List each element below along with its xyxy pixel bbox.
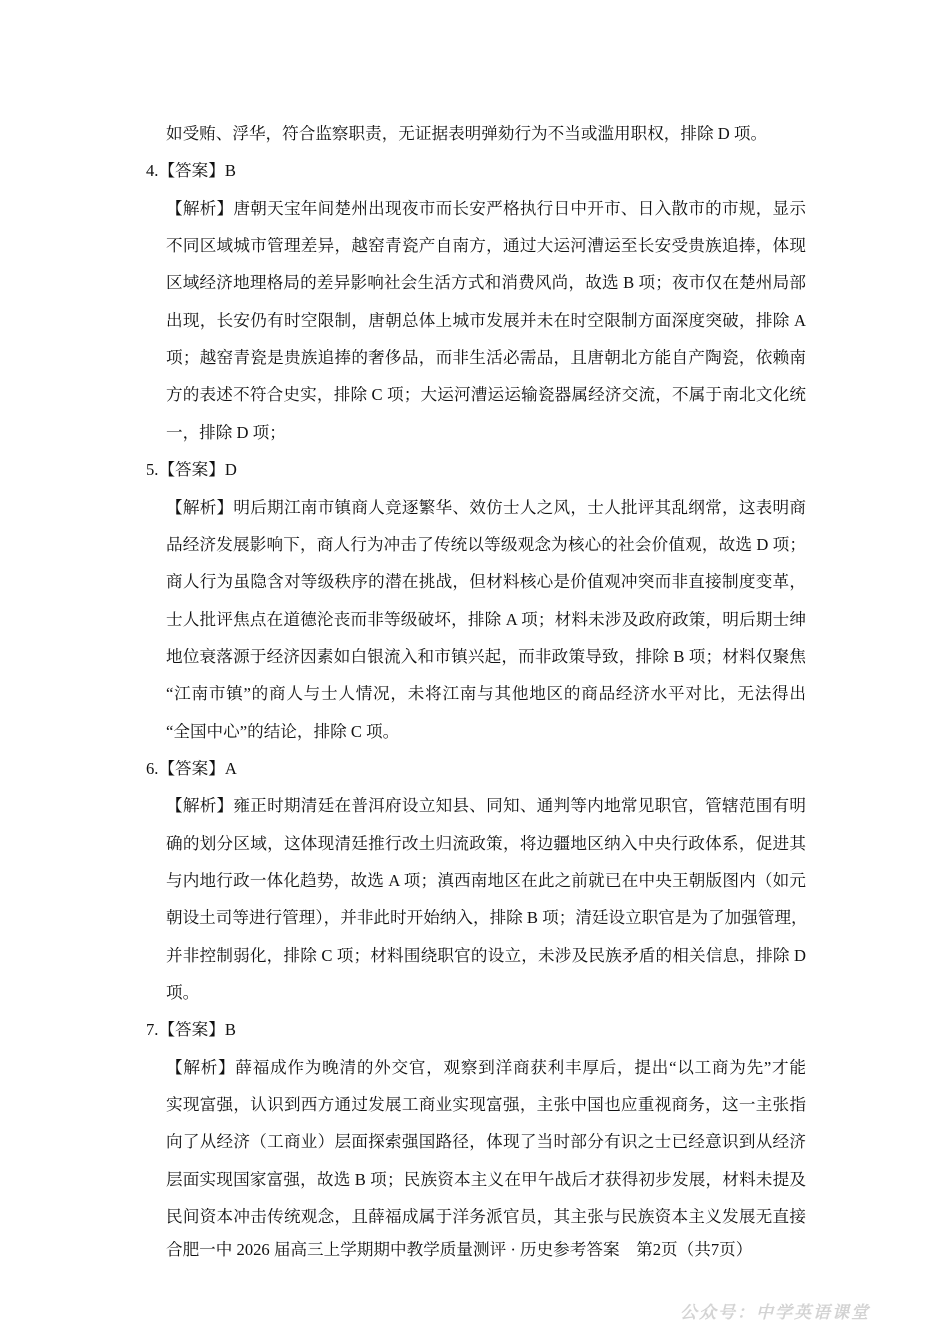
- analysis-line: 朝设土司等进行管理），并非此时开始纳入，排除 B 项；清廷设立职官是为了加强管理，: [166, 908, 808, 928]
- analysis-line: 项。: [166, 983, 200, 1003]
- analysis-line: 一，排除 D 项；: [166, 422, 286, 442]
- answer-heading: 4.【答案】B: [146, 161, 236, 181]
- analysis-line: 确的划分区域，这体现清廷推行改土归流政策，将边疆地区纳入中央行政体系，促进其: [166, 833, 806, 853]
- analysis-line: 不同区域城市管理差异，越窑青瓷产自南方，通过大运河漕运至长安受贵族追捧，体现: [166, 236, 806, 256]
- analysis-line: 士人批评焦点在道德沦丧而非等级破坏，排除 A 项；材料未涉及政府政策，明后期士绅: [166, 609, 806, 629]
- analysis-line: 实现富强，认识到西方通过发展工商业实现富强，主张中国也应重视商务，这一主张指: [166, 1095, 806, 1115]
- analysis-line: 方的表述不符合史实，排除 C 项；大运河漕运运输瓷器属经济交流，不属于南北文化统: [166, 385, 806, 405]
- analysis-line: 品经济发展影响下，商人行为冲击了传统以等级观念为核心的社会价值观，故选 D 项；: [166, 534, 806, 554]
- analysis-line: 层面实现国家富强，故选 B 项；民族资本主义在甲午战后才获得初步发展，材料未提及: [166, 1169, 806, 1189]
- page-footer: 合肥一中 2026 届高三上学期期中教学质量测评 · 历史参考答案 第2页（共7页）: [166, 1240, 753, 1259]
- analysis-line: 出现，长安仍有时空限制，唐朝总体上城市发展并未在时空限制方面深度突破，排除 A: [166, 310, 806, 330]
- intro-line: 如受贿、浮华，符合监察职责，无证据表明弹劾行为不当或滥用职权，排除 D 项。: [166, 124, 768, 143]
- analysis-line: 并非控制弱化，排除 C 项；材料围绕职官的设立，未涉及民族矛盾的相关信息，排除 D: [166, 945, 806, 965]
- answer-heading: 6.【答案】A: [146, 758, 237, 778]
- answer-heading: 5.【答案】D: [146, 460, 237, 480]
- analysis-line: “全国中心”的结论，排除 C 项。: [166, 721, 400, 741]
- watermark: 公众号：中学英语课堂: [680, 1303, 870, 1323]
- analysis-line: 地位衰落源于经济因素如白银流入和市镇兴起，而非政策导致，排除 B 项；材料仅聚焦: [166, 646, 806, 666]
- answer-heading: 7.【答案】B: [146, 1020, 236, 1040]
- analysis-paragraph-start: 【解析】雍正时期清廷在普洱府设立知县、同知、通判等内地常见职官，管辖范围有明: [166, 796, 806, 816]
- analysis-line: “江南市镇”的商人与士人情况，未将江南与其他地区的商品经济水平对比，无法得出: [166, 684, 806, 704]
- analysis-paragraph-start: 【解析】薛福成作为晚清的外交官，观察到洋商获利丰厚后，提出“以工商为先”才能: [166, 1057, 806, 1077]
- analysis-line: 民间资本冲击传统观念，且薛福成属于洋务派官员，其主张与民族资本主义发展无直接: [166, 1207, 806, 1227]
- analysis-line: 与内地行政一体化趋势，故选 A 项；滇西南地区在此之前就已在中央王朝版图内（如元: [166, 871, 806, 890]
- analysis-line: 商人行为虽隐含对等级秩序的潜在挑战，但材料核心是价值观冲突而非直接制度变革，: [166, 572, 806, 592]
- analysis-line: 向了从经济（工商业）层面探索强国路径，体现了当时部分有识之士已经意识到从经济: [166, 1132, 806, 1152]
- analysis-line: 项；越窑青瓷是贵族追捧的奢侈品，而非生活必需品，且唐朝北方能自产陶瓷，依赖南: [166, 348, 806, 368]
- analysis-paragraph-start: 【解析】唐朝天宝年间楚州出现夜市而长安严格执行日中开市、日入散市的市规，显示: [166, 198, 806, 218]
- analysis-paragraph-start: 【解析】明后期江南市镇商人竞逐繁华、效仿士人之风，士人批评其乱纲常，这表明商: [166, 497, 806, 517]
- analysis-line: 区域经济地理格局的差异影响社会生活方式和消费风尚，故选 B 项；夜市仅在楚州局部: [166, 273, 806, 293]
